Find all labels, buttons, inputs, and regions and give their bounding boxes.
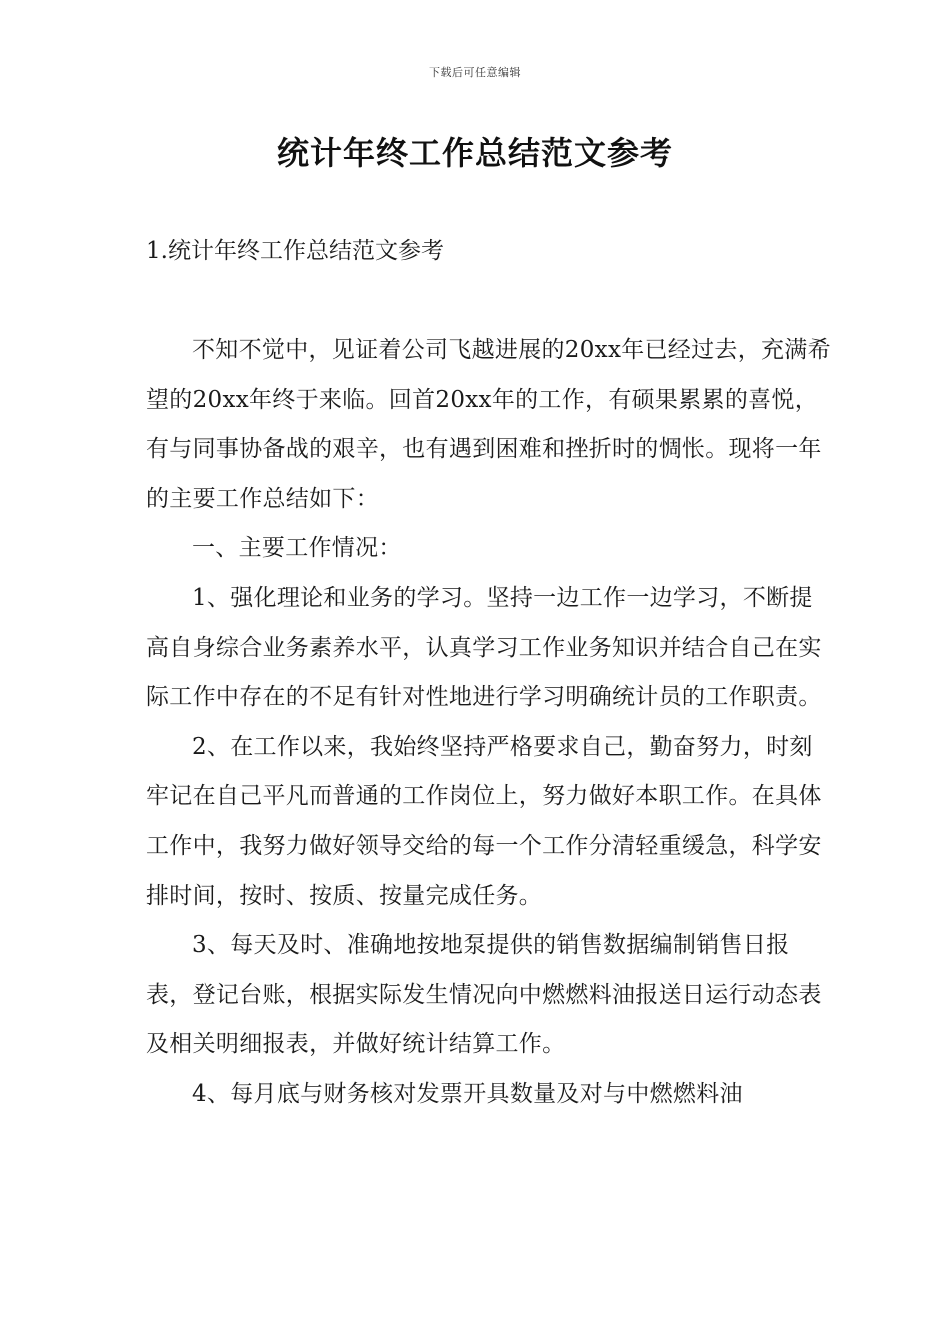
header-note: 下载后可任意编辑 (429, 66, 521, 79)
paragraph-main-work-heading: 一、主要工作情况： (192, 535, 402, 562)
paragraph-item-1: 1、强化理论和业务的学习。坚持一边工作一边学习，不断提高自身综合业务素养水平，认真学习工作业务知识并结合自己在实际工作中存在的不足有针对性地进行学习明确统计员的工作职责。 (146, 584, 822, 711)
paragraph-item-4: 4、每月底与财务核对发票开具数量及对与中燃燃料油 (192, 1080, 743, 1107)
paragraph-item-2: 2、在工作以来，我始终坚持严格要求自己，勤奋努力，时刻牢记在自己平凡而普通的工作岗位上，努力做好本职工作。在具体工作中，我努力做好领导交给的每一个工作分清轻重缓急，科学安排时间，按时、按质、按量完成任务。 (146, 733, 822, 909)
body-text (146, 326, 836, 1120)
paragraph-intro: 不知不觉中，见证着公司飞越进展的20xx年已经过去，充满希望的20xx年终于来临。回首20xx年的工作，有硕果累累的喜悦，有与同事协备战的艰辛，也有遇到困难和挫折时的惆怅。现将一年的主要工作总结如下： (146, 337, 831, 512)
paragraph-item-3: 3、每天及时、准确地按地泵提供的销售数据编制销售日报表，登记台账，根据实际发生情况向中燃燃料油报送日运行动态表及相关明细报表，并做好统计结算工作。 (146, 932, 822, 1058)
section-heading: 1.统计年终工作总结范文参考 (146, 238, 444, 264)
document-title: 统计年终工作总结范文参考 (276, 134, 673, 172)
